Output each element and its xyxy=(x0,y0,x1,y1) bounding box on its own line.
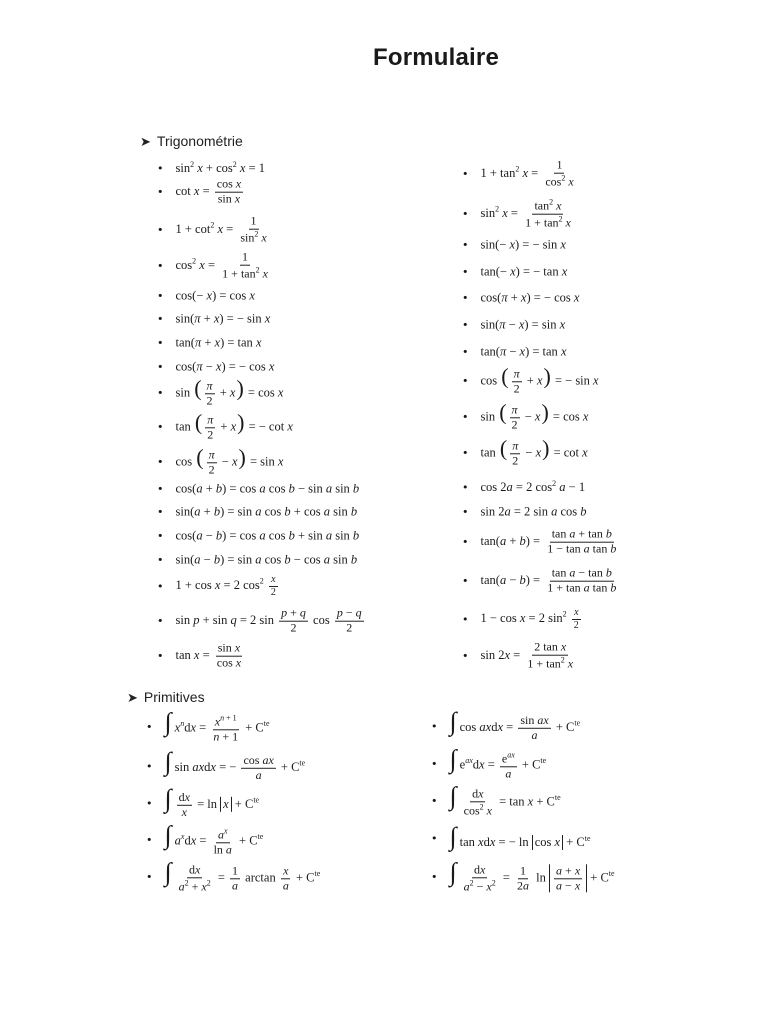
formula-item: • cos ( $\frac{\pi}{2}$ + x) = − sin x xyxy=(462,366,599,395)
formula-item: • cos(π − x) = − cos x xyxy=(157,360,274,375)
formula-item: • cos(a − b) = cos a cos b + sin a sin b xyxy=(157,529,359,544)
formula-item: • tan ( $\frac{\pi}{2}$ + x) = − cot x xyxy=(157,412,293,441)
formula-item: • 1 + cos x = 2 $\cos^2$ $\frac{x}{2}$ xyxy=(157,574,280,598)
formula-item: • cos(a + b) = cos a cos b − sin a sin b xyxy=(157,482,359,497)
formula-item: • ∫ $\frac{dx}{a^2 + x^2}$ = $\frac{1}{a}$ arctan $\frac{x}{a}$ + $C^{te}$ xyxy=(146,860,320,893)
formula-item: • cos ( $\frac{\pi}{2}$ − x) = sin x xyxy=(157,447,283,476)
formula-item: • sin(a + b) = sin a cos b + cos a sin b xyxy=(157,505,357,520)
formula-item: • ∫ $e^{ax}dx$ = $\frac{e^{ax}}{a}$ + $C^{te}$ xyxy=(431,747,546,780)
formula-item: • sin ( $\frac{\pi}{2}$ − x) = cos x xyxy=(462,402,588,431)
formula-item: • $1 + \cot^2 x$ = $\frac{1}{\sin^2 x}$ xyxy=(157,215,271,246)
formula-item: • cos 2a = 2 $\cos^2 a - 1$ xyxy=(462,479,585,495)
page-title: Formulaire xyxy=(372,44,500,71)
formula-item: • ∫ $a^xdx$ = $\frac{a^x}{\text{ln a}}$ + $C^{te}$ xyxy=(146,823,263,856)
section-heading-primitives xyxy=(127,689,205,706)
section-label: Trigonométrie xyxy=(156,133,243,149)
formula-item: • ∫ tan xdx = − $\ln \cos x + C^{te}$ xyxy=(431,825,591,851)
formula-item: • sin(a − b) = sin a cos b − cos a sin b xyxy=(157,553,357,568)
formula-item: • cos(− x) = cos x xyxy=(157,289,255,304)
formula-item: • 1 − cos x = 2 $\sin^2$ $\frac{x}{2}$ xyxy=(462,607,583,631)
formula-item: • ∫ $x^ndx$ = $\frac{x^{n + 1}}{n + 1}$ + $C^{te}$ xyxy=(146,710,270,743)
formula-item: • tan ( $\frac{\pi}{2}$ − x) = cot x xyxy=(462,438,588,467)
formula-item: • sin(π − x) = sin x xyxy=(462,318,565,333)
formula-item: • tan(− x) = − tan x xyxy=(462,265,567,280)
formula-item: • tan x = $\frac{\text{sin x}}{\text{cos x}}$ xyxy=(157,642,245,671)
formula-item: • sin(π + x) = − sin x xyxy=(157,312,270,327)
formula-item: • $\cos^2 x$ = $\frac{1}{1 + \tan^2 x}$ xyxy=(157,251,272,282)
formula-item: • sin p + sin q = 2 sin $\frac{p + q}{2}$ cos $\frac{p - q}{2}$ xyxy=(157,607,366,636)
formula-item: • $1 + \tan^2 x$ = $\frac{1}{\cos^2 x}$ xyxy=(462,159,578,190)
formula-item: • ∫ sin axdx = − $\frac{\text{cos ax}}{a}$ + $C^{te}$ xyxy=(146,750,305,782)
formula-item: • $\sin^2 x$ = $\frac{\tan^2 x}{1 + \tan^2 x}$ xyxy=(462,198,575,231)
arrow-icon: ➤ xyxy=(140,134,151,149)
formula-item: • ∫ $\frac{dx}{\cos^2 x}$ = $\tan x + C^{te}$ xyxy=(431,784,561,817)
formula-item: • tan(π + x) = tan x xyxy=(157,336,262,351)
section-label: Primitives xyxy=(143,689,205,705)
formula-item: • tan(π − x) = tan x xyxy=(462,345,567,360)
formula-item: • ∫ $\frac{dx}{a^2 - x^2}$ = $\frac{1}{2a}$ ln $\frac{a + x}{a - x}$ + $C^{te}$ xyxy=(431,860,615,893)
formula-item: • sin 2x = $\frac{\text{2 tan x}}{1 + \tan^2 x}$ xyxy=(462,641,577,672)
formula-item: • ∫ cos axdx = $\frac{\text{sin ax}}{a}$ + $C^{te}$ xyxy=(431,710,580,742)
formula-item: • sin 2a = 2 sin a cos b xyxy=(462,505,587,520)
formula-item: • sin ( $\frac{\pi}{2}$ + x) = cos x xyxy=(157,378,283,407)
formula-item: • $\sin^2 x + \cos^2 x = 1$ xyxy=(157,160,265,176)
formula-item: • cot x = $\frac{\text{cos x}}{\text{sin x}}$ xyxy=(157,178,245,207)
section-heading-trigonometrie xyxy=(140,133,243,150)
formula-item: • cos(π + x) = − cos x xyxy=(462,291,579,306)
formula-item: • tan(a − b) = $\frac{\text{tan a − tan b}}{\text{1 + tan a tan b}}$ xyxy=(462,567,620,596)
formula-item: • tan(a + b) = $\frac{\text{tan a + tan b}}{\text{1 − tan a tan b}}$ xyxy=(462,528,620,557)
arrow-icon: ➤ xyxy=(127,690,138,705)
formula-item: • ∫ $\frac{dx}{x}$ = $\ln x + C^{te}$ xyxy=(146,787,259,819)
formula-item: • sin(− x) = − sin x xyxy=(462,238,566,253)
